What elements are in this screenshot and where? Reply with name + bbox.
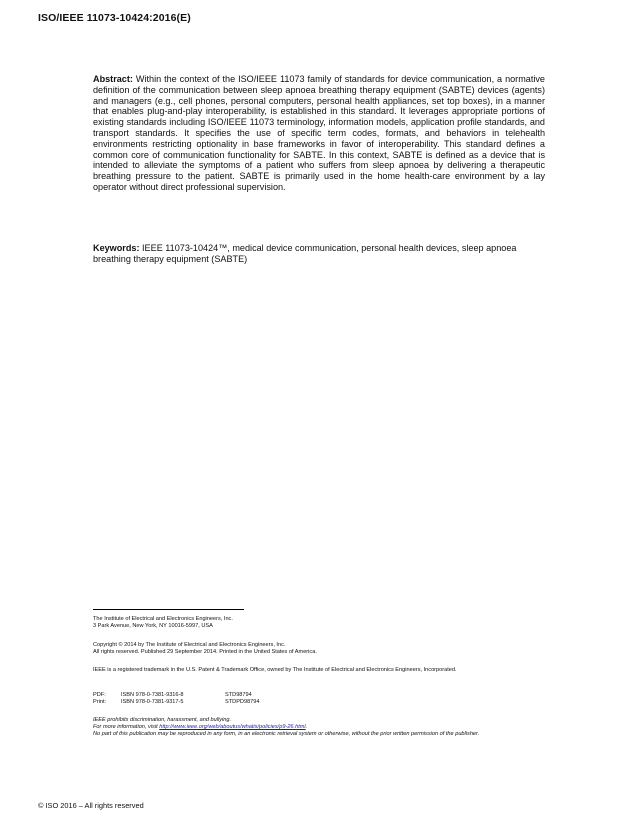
isbn-number: ISBN 978-0-7381-9317-5: [121, 698, 184, 705]
isbn-block: [93, 692, 553, 706]
copyright-line: Copyright © 2014 by The Institute of Electrical and Electronics Engineers, Inc.: [93, 642, 286, 648]
keywords-label: Keywords:: [93, 243, 140, 253]
policy-notices: [93, 717, 553, 737]
footnote-divider: [93, 609, 244, 610]
address-line: The Institute of Electrical and Electronics Engineers, Inc.: [93, 616, 233, 622]
reproduction-notice: No part of this publication may be reproduced in any form, in an electronic retrieval system or otherwise, without the prior written permission of the publisher.: [93, 730, 480, 737]
isbn-row-print: [93, 699, 553, 706]
more-info-suffix: .: [305, 723, 308, 730]
trademark-text: IEEE is a registered trademark in the U.S. Patent & Trademark Office, owned by The Institute of Electrical and Electronics Engineers, Incorporated.: [93, 667, 457, 673]
document-id-header: ISO/IEEE 11073-10424:2016(E): [38, 12, 191, 24]
copyright-line: All rights reserved. Published 29 September 2014. Printed in the United States of America.: [93, 648, 317, 655]
abstract-text: Within the context of the ISO/IEEE 11073 family of standards for device communication, a normative definition of the communication between sleep apnoea breathing therapy equipment (SABTE) devices (agents) and managers (e.g., cell phones, personal computers, personal health appliances, set top boxes), in a manner that enables plug-and-play interoperability, is established in this standard. It leverages appropriate portions of existing standards including ISO/IEEE 11073 terminology, information models, application profile standards, and transport standards. It specifies the use of specific term codes, formats, and behaviors in telehealth environments restricting optionality in base frameworks in favor of interoperability. This standard defines a common core of communication functionality for SABTE. In this context, SABTE is defined as a device that is intended to alleviate the symptoms of a patient who suffers from sleep apnoea by delivering a therapeutic breathing pressure to the patient. SABTE is primarily used in the home health-care environment by a lay operator without direct professional supervision.: [93, 74, 545, 192]
trademark-notice: [93, 667, 503, 674]
page-footer: © ISO 2016 – All rights reserved: [38, 801, 144, 810]
isbn-code: STD98794: [225, 692, 252, 698]
keywords-text: IEEE 11073-10424™, medical device communication, personal health devices, sleep apnoea breathing therapy equipment (SABTE): [93, 243, 517, 264]
address-line: 3 Park Avenue, New York, NY 10016-5997, USA: [93, 622, 213, 629]
isbn-format: PDF:: [93, 692, 106, 698]
more-info-prefix: For more information, visit: [93, 723, 160, 730]
isbn-number: ISBN 978-0-7381-9316-8: [121, 692, 184, 698]
isbn-row-pdf: [93, 692, 553, 699]
policy-link[interactable]: http://www.ieee.org/web/aboutus/whatis/policies/p9-26.html: [159, 723, 306, 730]
discrimination-notice: IEEE prohibits discrimination, harassment, and bullying.: [93, 717, 232, 723]
abstract-paragraph: [93, 74, 545, 193]
abstract-label: Abstract:: [93, 74, 133, 84]
isbn-format: Print:: [93, 698, 107, 705]
more-info-line: [93, 724, 553, 731]
isbn-code: STDPD98794: [225, 698, 260, 705]
keywords-paragraph: [93, 243, 545, 265]
publisher-address: [93, 616, 553, 630]
copyright-notice: [93, 642, 553, 656]
